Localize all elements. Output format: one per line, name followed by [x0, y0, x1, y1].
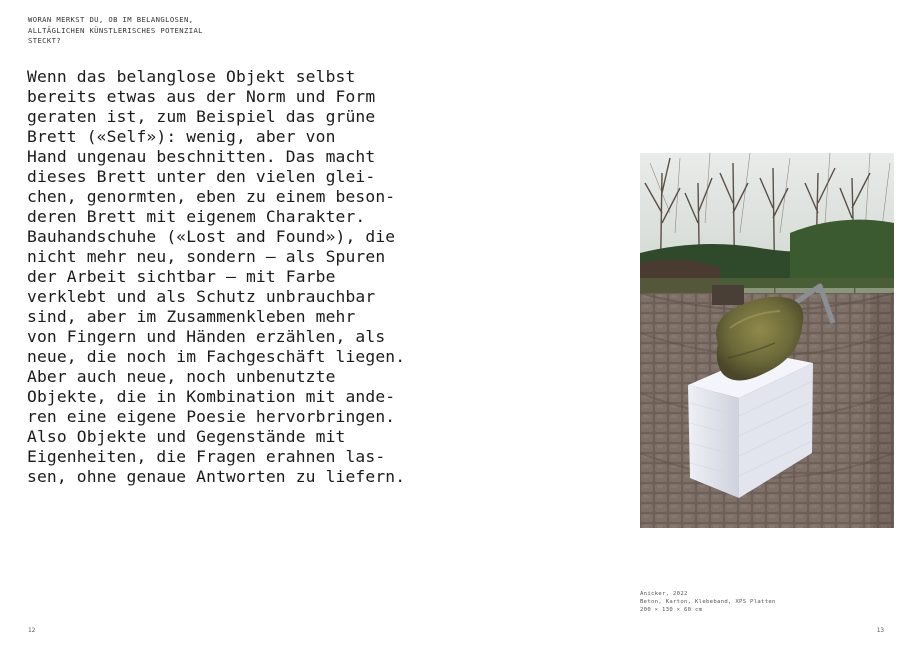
body-line: Wenn das belanglose Objekt selbst: [27, 67, 356, 86]
body-line: der Arbeit sichtbar – mit Farbe: [27, 267, 336, 286]
body-line: von Fingern und Händen erzählen, als: [27, 327, 386, 346]
question-line: STECKT?: [28, 36, 62, 45]
body-line: Brett («Self»): wenig, aber von: [27, 127, 336, 146]
section-question: [28, 15, 228, 47]
question-line: ALLTÄGLICHEN KÜNSTLERISCHES POTENZIAL: [28, 25, 203, 35]
caption-dimensions: 200 × 130 × 60 cm: [640, 607, 703, 613]
body-line: verklebt und als Schutz unbrauchbar: [27, 287, 376, 306]
body-line: deren Brett mit eigenem Charakter.: [27, 207, 366, 226]
body-paragraph: [27, 67, 447, 487]
body-line: geraten ist, zum Beispiel das grüne: [27, 107, 376, 126]
body-line: Hand ungenau beschnitten. Das macht: [27, 147, 376, 166]
page-number-left: 12: [28, 627, 36, 634]
artwork-caption: [640, 590, 840, 614]
body-line: nicht mehr neu, sondern – als Spuren: [27, 247, 386, 266]
body-line: chen, genormten, eben zu einem beson-: [27, 187, 396, 206]
body-line: dieses Brett unter den vielen glei-: [27, 167, 376, 186]
artwork-photo: [640, 153, 894, 528]
body-line: Aber auch neue, noch unbenutzte: [27, 367, 336, 386]
body-line: sen, ohne genaue Antworten zu liefern.: [27, 467, 406, 486]
body-line: Eigenheiten, die Fragen erahnen las-: [27, 447, 386, 466]
body-line: Objekte, die in Kombination mit ande-: [27, 387, 396, 406]
question-line: WORAN MERKST DU, OB IM BELANGLOSEN,: [28, 15, 194, 24]
body-line: bereits etwas aus der Norm und Form: [27, 87, 376, 106]
body-line: ren eine eigene Poesie hervorbringen.: [27, 407, 396, 426]
body-line: neue, die noch im Fachgeschäft liegen.: [27, 347, 406, 366]
body-line: sind, aber im Zusammenkleben mehr: [27, 307, 356, 326]
body-line: Also Objekte und Gegenstände mit: [27, 427, 346, 446]
caption-title: Anicker, 2022: [640, 591, 688, 597]
caption-materials: Beton, Karton, Klebeband, XPS Platten: [640, 599, 776, 605]
body-line: Bauhandschuhe («Lost and Found»), die: [27, 227, 396, 246]
page-number-right: 13: [876, 627, 884, 634]
